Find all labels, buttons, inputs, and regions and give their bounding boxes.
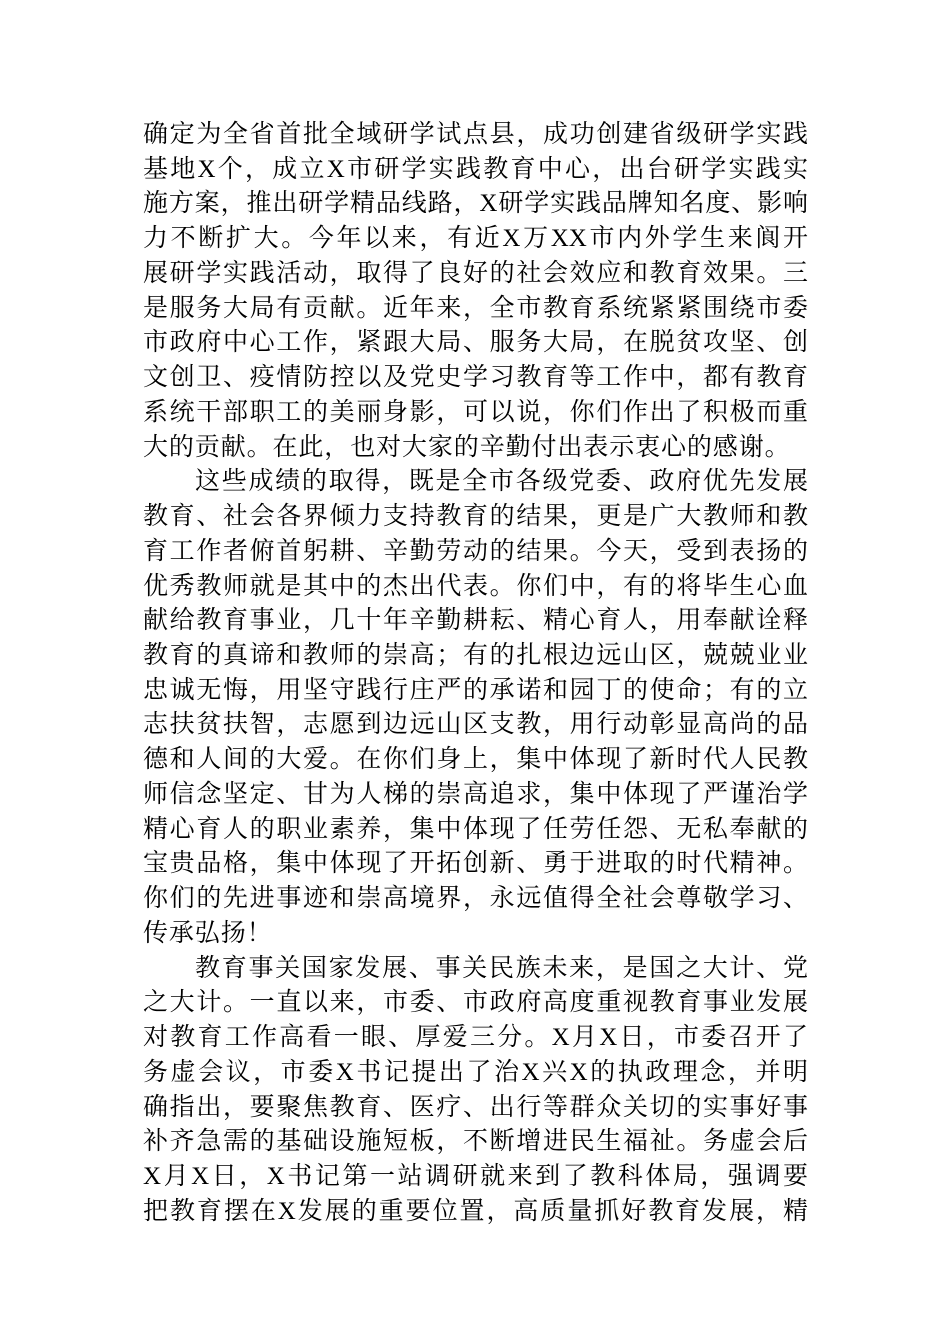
text-line: 力不断扩大。今年以来，有近X万XX市内外学生来阆开: [143, 225, 808, 253]
text-line: 师信念坚定、甘为人梯的崇高追求，集中体现了严谨治学: [143, 780, 808, 808]
text-line: 教育的真谛和教师的崇高；有的扎根边远山区，兢兢业业: [143, 642, 808, 670]
text-line: 市政府中心工作，紧跟大局、服务大局，在脱贫攻坚、创: [143, 329, 808, 357]
paragraph-2: [143, 465, 808, 951]
text-line: 务虚会议，市委X书记提出了治X兴X的执政理念，并明: [143, 1058, 808, 1086]
text-line: 献给教育事业，几十年辛勤耕耘、精心育人，用奉献诠释: [143, 607, 808, 635]
text-line: 大的贡献。在此，也对大家的辛勤付出表示衷心的感谢。: [143, 433, 791, 461]
text-line: 精心育人的职业素养，集中体现了任劳任怨、无私奉献的: [143, 815, 808, 843]
text-line: 这些成绩的取得，既是全市各级党委、政府优先发展: [195, 468, 808, 496]
text-line: 你们的先进事迹和崇高境界，永远值得全社会尊敬学习、: [143, 885, 808, 913]
text-line: 确定为全省首批全域研学试点县，成功创建省级研学实践: [143, 121, 808, 148]
text-line: 传承弘扬！: [143, 919, 273, 947]
text-line: 教育事关国家发展、事关民族未来，是国之大计、党: [195, 954, 808, 982]
paragraph-3: [143, 952, 808, 1230]
text-line: 教育、社会各界倾力支持教育的结果，更是广大教师和教: [143, 503, 808, 531]
text-line: 对教育工作高看一眼、厚爱三分。X月X日，市委召开了: [143, 1024, 808, 1052]
text-line: 志扶贫扶智，志愿到边远山区支教，用行动彰显高尚的品: [143, 711, 808, 739]
text-line: 系统干部职工的美丽身影，可以说，你们作出了积极而重: [143, 398, 808, 426]
text-line: 忠诚无悔，用坚守践行庄严的承诺和园丁的使命；有的立: [143, 676, 808, 704]
text-line: 施方案，推出研学精品线路，X研学实践品牌知名度、影响: [143, 190, 808, 218]
text-line: 确指出，要聚焦教育、医疗、出行等群众关切的实事好事: [143, 1093, 808, 1121]
text-line: 补齐急需的基础设施短板，不断增进民生福祉。务虚会后: [143, 1128, 808, 1156]
text-line: 德和人间的大爱。在你们身上，集中体现了新时代人民教: [143, 746, 808, 774]
text-line: 把教育摆在X发展的重要位置，高质量抓好教育发展，精: [143, 1197, 808, 1225]
text-line: 展研学实践活动，取得了良好的社会效应和教育效果。三: [143, 259, 808, 287]
text-line: X月X日，X书记第一站调研就来到了教科体局，强调要: [143, 1163, 808, 1191]
text-line: 文创卫、疫情防控以及党史学习教育等工作中，都有教育: [143, 364, 808, 392]
body-text: [143, 118, 808, 1230]
text-line: 之大计。一直以来，市委、市政府高度重视教育事业发展: [143, 989, 808, 1017]
text-line: 基地X个，成立X市研学实践教育中心，出台研学实践实: [143, 155, 808, 183]
text-line: 宝贵品格，集中体现了开拓创新、勇于进取的时代精神。: [143, 850, 808, 878]
text-line: 优秀教师就是其中的杰出代表。你们中，有的将毕生心血: [143, 572, 808, 600]
paragraph-1: [143, 118, 808, 465]
text-line: 育工作者俯首躬耕、辛勤劳动的结果。今天，受到表扬的: [143, 537, 808, 565]
text-line: 是服务大局有贡献。近年来，全市教育系统紧紧围绕市委: [143, 294, 808, 322]
